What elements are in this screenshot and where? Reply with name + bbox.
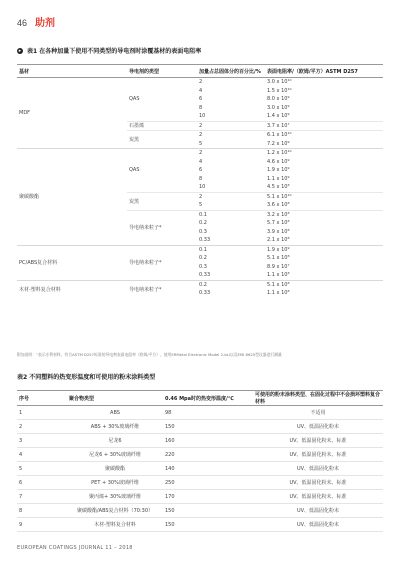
index-cell: 2 (17, 420, 67, 434)
amount-cell: 0.1 (197, 245, 265, 254)
resistivity-cell: 5.1 x 10¹⁰ (265, 192, 383, 201)
amount-cell: 0.33 (199, 272, 211, 279)
hdt-cell: 150 (163, 518, 253, 532)
hdt-cell: 140 (163, 462, 253, 476)
index-cell: 7 (17, 490, 67, 504)
resistivity-cell: 1.4 x 10⁹ (267, 113, 290, 120)
table-row (17, 149, 383, 158)
polymer-cell: 尼龙6 + 30%玻璃纤维 (67, 448, 163, 462)
polymer-cell: 聚碳酸酯 (67, 462, 163, 476)
resistivity-cell: 1.1 x 10⁹ (267, 175, 290, 182)
agent-type-cell: 炭黑 (127, 192, 197, 210)
amount-cell: 2 (199, 79, 203, 86)
table-row (17, 448, 383, 462)
table-row (17, 420, 383, 434)
resistivity-cell: 1.9 x 10⁹ (265, 245, 383, 254)
substrate-cell: 木材-塑料复合材料 (17, 280, 127, 298)
polymer-cell: ABS + 30%玻璃纤维 (67, 420, 163, 434)
polymer-cell: 聚碳酸酯/ABS复合材料（70:30） (67, 504, 163, 518)
agent-type-cell: 石墨烯 (127, 121, 197, 131)
coating-type-cell: UV、低温固化粉末 (253, 504, 383, 518)
amount-cell: 0.2 (197, 280, 265, 289)
agent-type-cell: 导电纳米粒子* (127, 210, 197, 245)
t2-header-hdt: 0.46 Mpa时的热变形温度/℃ (163, 391, 253, 406)
page-number: 46 (17, 18, 28, 28)
amount-cell: 0.3 (199, 228, 207, 235)
amount-cell: 4 (199, 87, 203, 94)
hdt-cell: 220 (163, 448, 253, 462)
resistivity-cell: 4.5 x 10⁸ (267, 184, 290, 191)
hdt-cell: 98 (163, 406, 253, 420)
polymer-cell: PET + 30%玻璃纤维 (67, 476, 163, 490)
hdt-cell: 250 (163, 476, 253, 490)
polymer-cell: 聚丙烯+ 30%玻璃纤维 (67, 490, 163, 504)
table1-caption (17, 46, 201, 55)
resistivity-cell: 4.6 x 10⁹ (267, 158, 290, 165)
resistivity-cell: 3.0 x 10¹⁰ (267, 79, 292, 86)
index-cell: 5 (17, 462, 67, 476)
resistivity-cell: 5.7 x 10⁸ (267, 220, 290, 227)
amount-cell: 10 (199, 184, 206, 191)
amount-cell: 2 (197, 192, 265, 201)
t2-header-index: 序号 (17, 391, 67, 406)
t2-header-polymer: 聚合物类型 (67, 391, 163, 406)
amount-cell: 6 (199, 96, 203, 103)
resistivity-cell: 1.1 x 10⁸ (267, 290, 290, 297)
polymer-cell: 木材-塑料复合材料 (67, 518, 163, 532)
table-row (17, 490, 383, 504)
resistivity-cell: 5.1 x 10⁸ (267, 255, 290, 262)
resistivity-cell: 1.2 x 10¹⁰ (265, 149, 383, 158)
substrate-cell: PC/ABS复合材料 (17, 245, 127, 280)
amount-cell: 5 (199, 140, 203, 147)
coating-type-cell: UV、低温固化粉末、标准 (253, 434, 383, 448)
t1-header-substrate: 基材 (17, 65, 127, 78)
substrate-cell: MDF (19, 110, 31, 116)
substrate-cell: 聚碳酸酯 (17, 149, 127, 246)
table1-body (17, 78, 383, 298)
index-cell: 9 (17, 518, 67, 532)
agent-type-cell: 导电纳米粒子* (127, 245, 197, 280)
table-row (17, 280, 383, 289)
table-row (17, 406, 383, 420)
amount-cell: 0.2 (199, 220, 207, 227)
amount-cell: 6 (199, 167, 203, 174)
coating-type-cell: UV、低温固化粉末、标准 (253, 476, 383, 490)
table-row (17, 78, 383, 87)
amount-cell: 8 (199, 175, 203, 182)
resistivity-cell: 1.5 x 10¹⁰ (267, 87, 292, 94)
table-row (17, 462, 383, 476)
resistivity-cell: 1.1 x 10⁸ (267, 272, 290, 279)
amount-cell: 4 (199, 158, 203, 165)
hdt-cell: 150 (163, 420, 253, 434)
table-row (17, 476, 383, 490)
amount-cell: 2 (197, 121, 265, 131)
polymer-cell: 尼龙6 (67, 434, 163, 448)
amount-cell: 0.33 (199, 237, 211, 244)
amount-cell: 8 (199, 104, 203, 111)
table2-caption (17, 372, 155, 381)
table1-note: 附加说明：“表示专利材料。符合ASTM D257标准的导电剂表面电阻率（欧姆/平方），使用ERMetal Electronic Model 2-bLi以及EMI 8625型仪器进行测量 (17, 352, 282, 357)
amount-cell: 0.3 (199, 263, 207, 270)
amount-cell: 10 (199, 113, 206, 120)
resistivity-cell: 8.0 x 10⁹ (267, 96, 290, 103)
coating-type-cell: UV、低温固化粉末、标准 (253, 490, 383, 504)
resistivity-cell: 3.0 x 10⁹ (267, 104, 290, 111)
coating-type-cell: UV、低温固化粉末 (253, 420, 383, 434)
agent-type-cell: 导电纳米粒子* (127, 280, 197, 298)
coating-type-cell: UV、低温固化粉末 (253, 518, 383, 532)
table-row (17, 504, 383, 518)
amount-cell: 5 (199, 202, 203, 209)
t1-header-amount: 加量占总固体分的百分比/% (197, 65, 265, 78)
resistivity-cell: 3.2 x 10⁸ (265, 210, 383, 219)
index-cell: 3 (17, 434, 67, 448)
index-cell: 4 (17, 448, 67, 462)
amount-cell: 0.2 (199, 255, 207, 262)
resistivity-cell: 1.9 x 10⁹ (267, 167, 290, 174)
agent-type-cell: QAS (129, 96, 140, 103)
amount-cell: 2 (197, 131, 265, 140)
resistivity-cell: 3.7 x 10⁷ (265, 121, 383, 131)
hdt-cell: 160 (163, 434, 253, 448)
table1 (17, 64, 383, 298)
t2-header-coating: 可使用的粉末涂料类型、在固化过程中不会损坏塑料复合材料 (253, 391, 383, 406)
resistivity-cell: 5.1 x 10⁸ (265, 280, 383, 289)
t1-header-resistivity: 表面电阻率/（欧姆/平方）ASTM D257 (265, 65, 383, 78)
table2 (17, 390, 383, 532)
resistivity-cell: 6.1 x 10¹⁰ (265, 131, 383, 140)
amount-cell: 0.1 (197, 210, 265, 219)
resistivity-cell: 8.9 x 10⁷ (267, 263, 290, 270)
t1-header-agent: 导电剂的类型 (127, 65, 197, 78)
table-row (17, 245, 383, 254)
hdt-cell: 170 (163, 490, 253, 504)
table1-caption-text: 表1 在各种加量下使用不同类型的导电剂时涂覆基材的表面电阻率 (27, 48, 202, 55)
resistivity-cell: 2.1 x 10⁸ (267, 237, 290, 244)
hdt-cell: 150 (163, 504, 253, 518)
agent-type-cell: 炭黑 (127, 131, 197, 149)
arrow-right-icon: ▸ (18, 47, 22, 54)
coating-type-cell: 不适用 (253, 406, 383, 420)
amount-cell: 0.33 (199, 290, 211, 297)
resistivity-cell: 3.6 x 10⁸ (267, 202, 290, 209)
index-cell: 6 (17, 476, 67, 490)
coating-type-cell: UV、低温固化粉末、标准 (253, 448, 383, 462)
page-header (17, 14, 55, 29)
footer: EUROPEAN COATINGS JOURNAL 11 – 2018 (17, 545, 133, 551)
section-title: 助剂 (35, 18, 56, 29)
amount-cell: 2 (197, 149, 265, 158)
index-cell: 8 (17, 504, 67, 518)
table-row (17, 434, 383, 448)
table2-body (17, 406, 383, 532)
agent-type-cell: QAS (127, 149, 197, 193)
resistivity-cell: 7.2 x 10⁹ (267, 140, 290, 147)
resistivity-cell: 3.9 x 10⁸ (267, 228, 290, 235)
table2-caption-text: 表2 不同塑料的热变形温度和可使用的粉末涂料类型 (17, 374, 156, 381)
coating-type-cell: UV、低温固化粉末 (253, 462, 383, 476)
index-cell: 1 (17, 406, 67, 420)
polymer-cell: ABS (67, 406, 163, 420)
table-row (17, 518, 383, 532)
